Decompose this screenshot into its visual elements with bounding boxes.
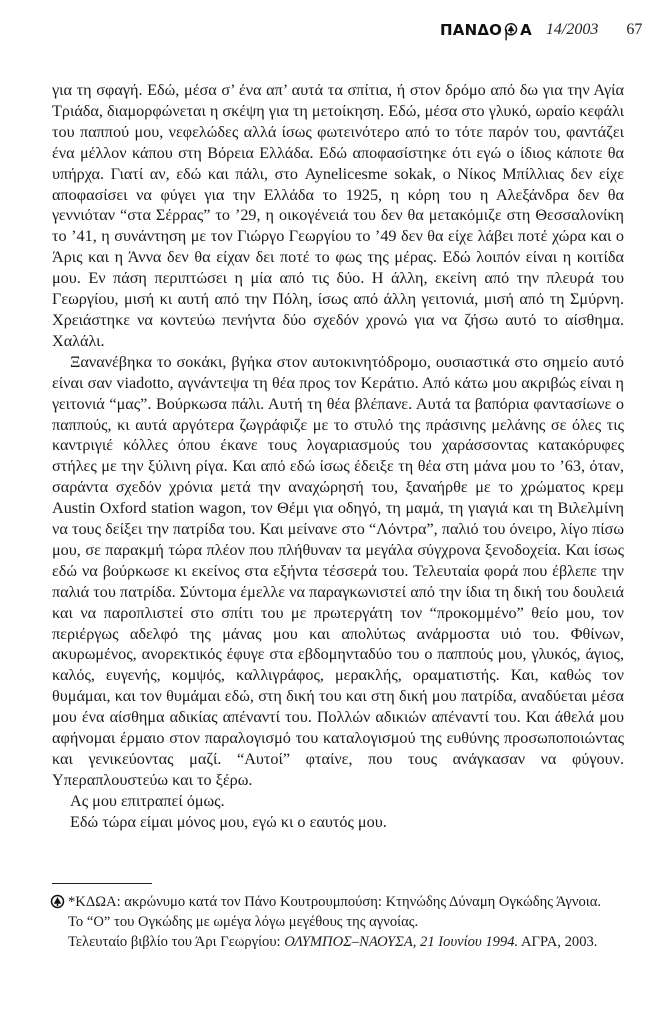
issue-number: 14/2003 (545, 21, 599, 38)
page-number: 67 (626, 21, 643, 38)
running-header (440, 18, 642, 42)
magazine-brand (440, 21, 532, 39)
paragraph: Ξανανέβηκα το σοκάκι, βγήκα στον αυτοκινητόδρομο, ουσιαστικά στο σημείο αυτό είναι σαν viadotto, αγνάντεψα τη θέα προς τον Κεράτιο. Από κάτω μου ακριβώς είναι η γειτονιά “μας”. Βούρκωσα πάλι. Αυτή τη θέα βλέπανε. Αυτά τα βαπόρια φαντασίωνε ο παππούς, κι αυτά αργότερα ζωγράφιζε με το στυλό της πράσινης μελάνης σε όλες τις καντριγιέ κόλλες όπου έκανε τους λογαριασμούς του χαράσσοντας κατακόρυφες στήλες με την ξύλινη ρίγα. Και από εδώ ίσως έδειξε τη θέα στη μάνα μου το ’63, όταν, σαράντα σχεδόν χρόνια μετά την αναχώρησή του, ξαναήρθε με το χρώματος κρεμ Austin Oxford station wagon, τον Θέμι για οδηγό, τη μαμά, τη γιαγιά και τη Βιλελμίνη να τους δείξει την πατρίδα του. Και μείνανε στο “Λόντρα”, παλιό του όνειρο, λίγο πίσω μου, σε παρακμή τώρα πλέον που πλήθυναν τα μεγάλα σύγχρονα ξενοδοχεία. Και ίσως εδώ να βούρκωσε κι εκείνος στα εξήντα τέσσερά του. Τελευταία φορά που έβλεπε την παλιά του πατρίδα. Σύντομα έμελλε να παραγκωνιστεί από την ίδια τη δική του δουλειά και να παροπλιστεί στο σπίτι του με πρωτεργάτη τον “προκομμένο” θείο μου, τον περιέργως αδελφό της μάνας μου και απολύτως ανάρμοστα υιό του. Φθίνων, ακυρωμένος, ανορεκτικός έφυγε στα εβδομηνταδύο του ο παππούς μου, γλυκός, άγιος, καλός, ευγενής, κομψός, καλλιγράφος, μερακλής, οραματιστής. Και, καθώς τον θυμάμαι, και τον θυμάμαι εδώ, στη δική του και στη δική μου πατρίδα, αναδύεται μέσα μου ένα αίσθημα αδικίας απέναντί του. Πολλών αδικιών απέναντί του. Και άθελά μου αφήνομαι έρμαιο στον παραλογισμό του καταλογισμού της ευθύνης προσωποποιώντας και γενικεύοντας μαζί. “Αυτοί” φταίνε, που τους ανάγκασαν να φύγουν. Υπεραπλουστεύω και το ξέρω. (52, 352, 624, 789)
footnote-text: *ΚΔΩΑ: ακρώνυμο κατά τον Πάνο Κουτρουμπούση: Κτηνώδης Δύναμη Ογκώδης Άγνοια. (68, 894, 601, 910)
brand-text-left: ΠΑΝΔΟ (440, 21, 503, 39)
footnote-1 (52, 892, 632, 912)
pandora-tree-logo-icon (502, 23, 520, 41)
footnote-text: ΑΓΡΑ, 2003. (518, 934, 598, 950)
article-body (52, 80, 624, 833)
footnote-text: Τελευταίο βιβλίο του Άρι Γεωργίου: (68, 934, 285, 950)
pandora-tree-icon (50, 894, 65, 909)
paragraph: για τη σφαγή. Εδώ, μέσα σ’ ένα απ’ αυτά τα σπίτια, ή στον δρόμο από δω για την Αγία Τριάδα, διαμορφώνεται η σκέψη για τη μετοίκηση. Εδώ, μέσα στο γλυκό, ωραίο κεφάλι του παππού μου, νεφελώδες αλλά ίσως φωτεινότερο από το τότε παρόν του, φαντάζει ένα μέλλον κάπου στη Βόρεια Ελλάδα. Εδώ αποφασίστηκε ότι εγώ ο ίδιος κάποτε θα υπήρχα. Γιατί αν, εδώ και πάλι, στο Aynelicesme sokak, ο Νίκος Μπίλλιας δεν είχε αποφασίσει να φύγει για την Ελλάδα το 1925, η κόρη του η Αλεξάνδρα δεν θα γεννιόταν “στα Σέρρας” το ’29, η οικογένειά του δεν θα μετακόμιζε στη Θεσσαλονίκη το ’41, η συνάντηση με τον Γιώργο Γεωργίου το ’49 δεν θα είχε λάβει ποτέ χώρα και ο Άρις και η Άννα δεν θα είχαν δει ποτέ το φως της μέρας. Εδώ λοιπόν είναι η κοιτίδα μου. Εν πάση περιπτώσει η μία από τις δύο. Η άλλη, εκείνη από την πλευρά του Γεωργίου, μισή κι αυτή από την Πόλη, ίσως από άλλη γειτονιά, μισή από τη Σμύρνη. Χρειάστηκε να κοντεύω πενήντα δύο σχεδόν χρονώ για να ζήσω αυτό το αίσθημα. Χαλάλι. (52, 81, 624, 350)
footnote-3 (52, 932, 632, 952)
paragraph: Ας μου επιτραπεί όμως. (70, 791, 225, 810)
footnote-2: Το “Ο” του Ογκώδης με ωμέγα λόγω μεγέθους της αγνοίας. (68, 914, 419, 930)
footnotes (52, 892, 632, 952)
paragraph: Εδώ τώρα είμαι μόνος μου, εγώ κι ο εαυτός μου. (70, 812, 387, 831)
brand-text-right: Α (520, 21, 532, 39)
book-title: ΟΛΥΜΠΟΣ–ΝΑΟΥΣΑ, 21 Ιουνίου 1994. (284, 934, 519, 950)
footnote-divider (52, 883, 152, 884)
